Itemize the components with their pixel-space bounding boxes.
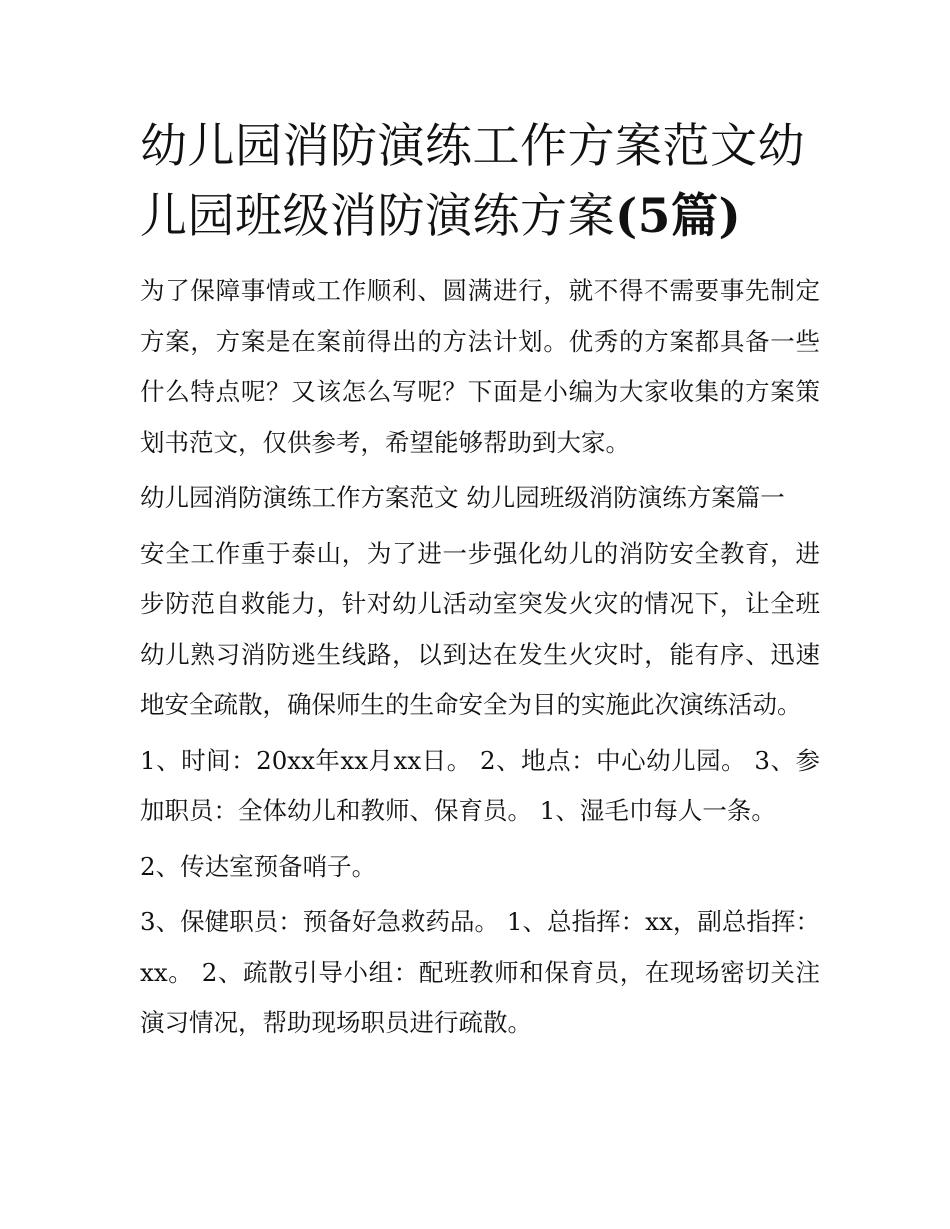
document-page <box>140 112 820 1054</box>
body-paragraph: 1、时间：20xx年xx月xx日。 2、地点：中心幼儿园。 3、参加职员：全体幼儿和教师、保育员。 1、湿毛巾每人一条。 <box>140 745 820 825</box>
body-paragraph: 3、保健职员：预备好急救药品。 1、总指挥：xx，副总指挥：xx。 2、疏散引导小组：配班教师和保育员，在现场密切关注演习情况，帮助现场职员进行疏散。 <box>140 907 820 1037</box>
intro-paragraph: 为了保障事情或工作顺利、圆满进行，就不得不需要事先制定方案，方案是在案前得出的方法计划。优秀的方案都具备一些什么特点呢？又该怎么写呢？下面是小编为大家收集的方案策划书范文，仅供参考，希望能够帮助到大家。 <box>140 276 820 457</box>
document-title <box>140 112 820 252</box>
section-heading: 幼儿园消防演练工作方案范文 幼儿园班级消防演练方案篇一 <box>140 483 785 512</box>
body-paragraph: 安全工作重于泰山，为了进一步强化幼儿的消防安全教育，进步防范自救能力，针对幼儿活动室突发火灾的情况下，让全班幼儿熟习消防逃生线路，以到达在发生火灾时，能有序、迅速地安全疏散，确保师生的生命安全为目的实施此次演练活动。 <box>140 538 820 719</box>
body-paragraph: 2、传达室预备哨子。 <box>140 851 377 881</box>
document-title-suffix: (5篇) <box>615 189 742 244</box>
document-title-main: 幼儿园消防演练工作方案范文幼儿园班级消防演练方案 <box>140 119 805 244</box>
